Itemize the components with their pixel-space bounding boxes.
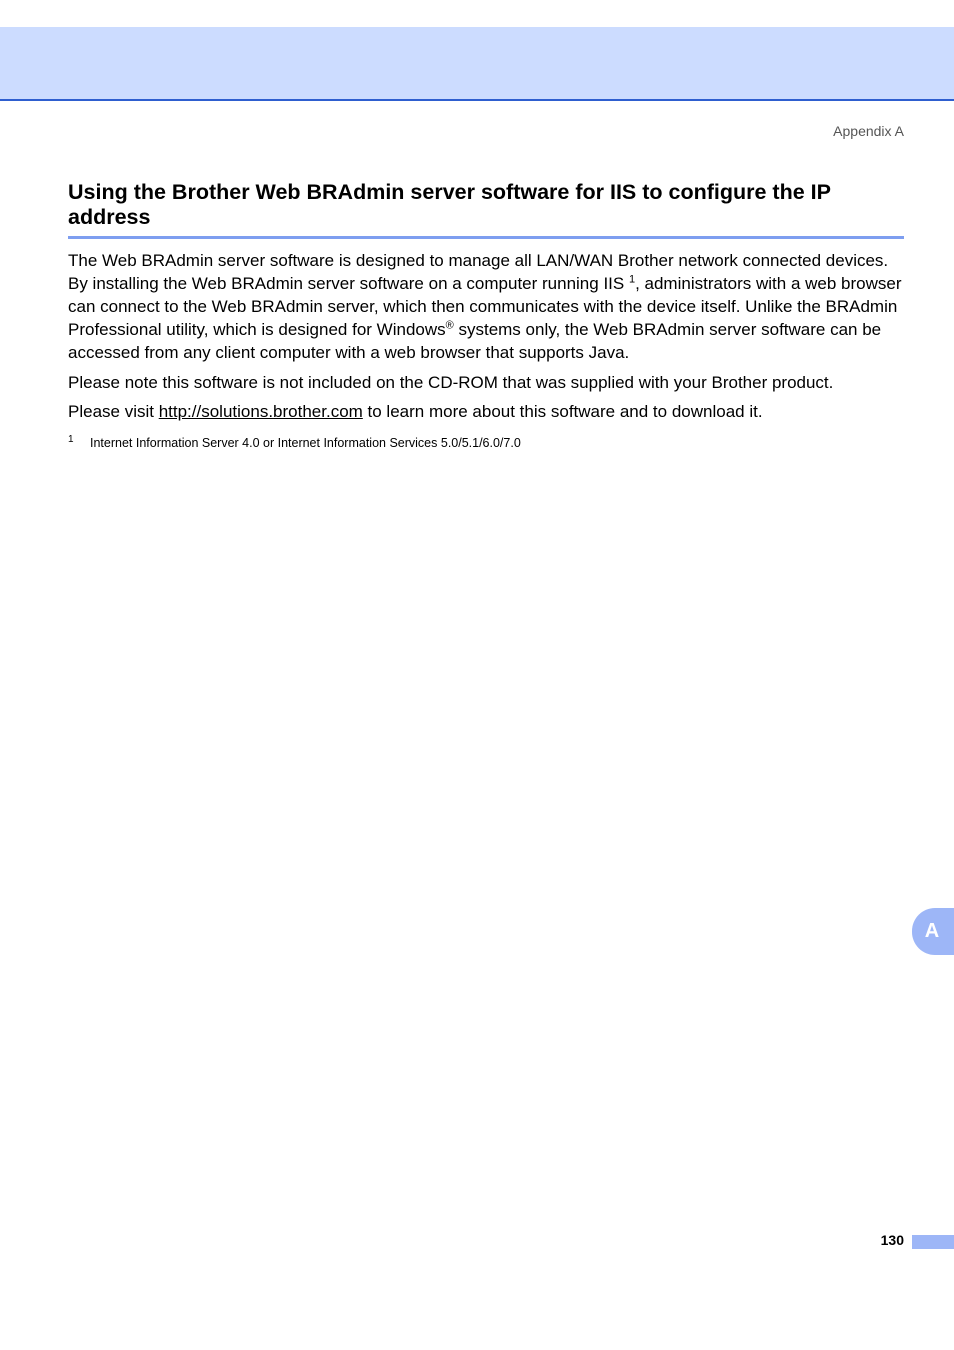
header-band xyxy=(0,27,954,101)
visit-text-after: to learn more about this software and to download it. xyxy=(362,402,763,421)
registered-mark: ® xyxy=(445,319,454,332)
title-underline xyxy=(68,236,904,239)
footnote-reference: 1 xyxy=(628,273,636,286)
intro-text-part1: The Web BRAdmin server software is designed to manage all LAN/WAN Brother network connected devices. By installing the Web BRAdmin server software on a computer running IIS xyxy=(68,251,889,293)
page-number-tab xyxy=(912,1235,954,1249)
solutions-link[interactable]: http://solutions.brother.com xyxy=(158,402,363,421)
footnote xyxy=(68,434,521,452)
intro-paragraph xyxy=(68,249,908,364)
footnote-text: Internet Information Server 4.0 or Internet Information Services 5.0/5.1/6.0/7.0 xyxy=(90,436,521,450)
intro-text-part2: , administrators with a web browser can connect to the Web BRAdmin server, which then communicates with the device itself. Unlike the BRAdmin Professional utility, which is designed for Windows xyxy=(68,274,902,339)
visit-paragraph xyxy=(68,400,908,423)
visit-text-before: Please visit xyxy=(68,402,159,421)
note-paragraph: Please note this software is not included on the CD-ROM that was supplied with your Brother product. xyxy=(68,373,834,392)
running-head: Appendix A xyxy=(833,123,904,139)
appendix-side-tab: A xyxy=(912,908,954,955)
section-title: Using the Brother Web BRAdmin server software for IIS to configure the IP address xyxy=(68,180,831,229)
footnote-marker: 1 xyxy=(68,434,74,445)
intro-text-part3: systems only, the Web BRAdmin server software can be accessed from any client computer with a web browser that supports Java. xyxy=(68,320,882,362)
page-number: 130 xyxy=(880,1232,904,1248)
